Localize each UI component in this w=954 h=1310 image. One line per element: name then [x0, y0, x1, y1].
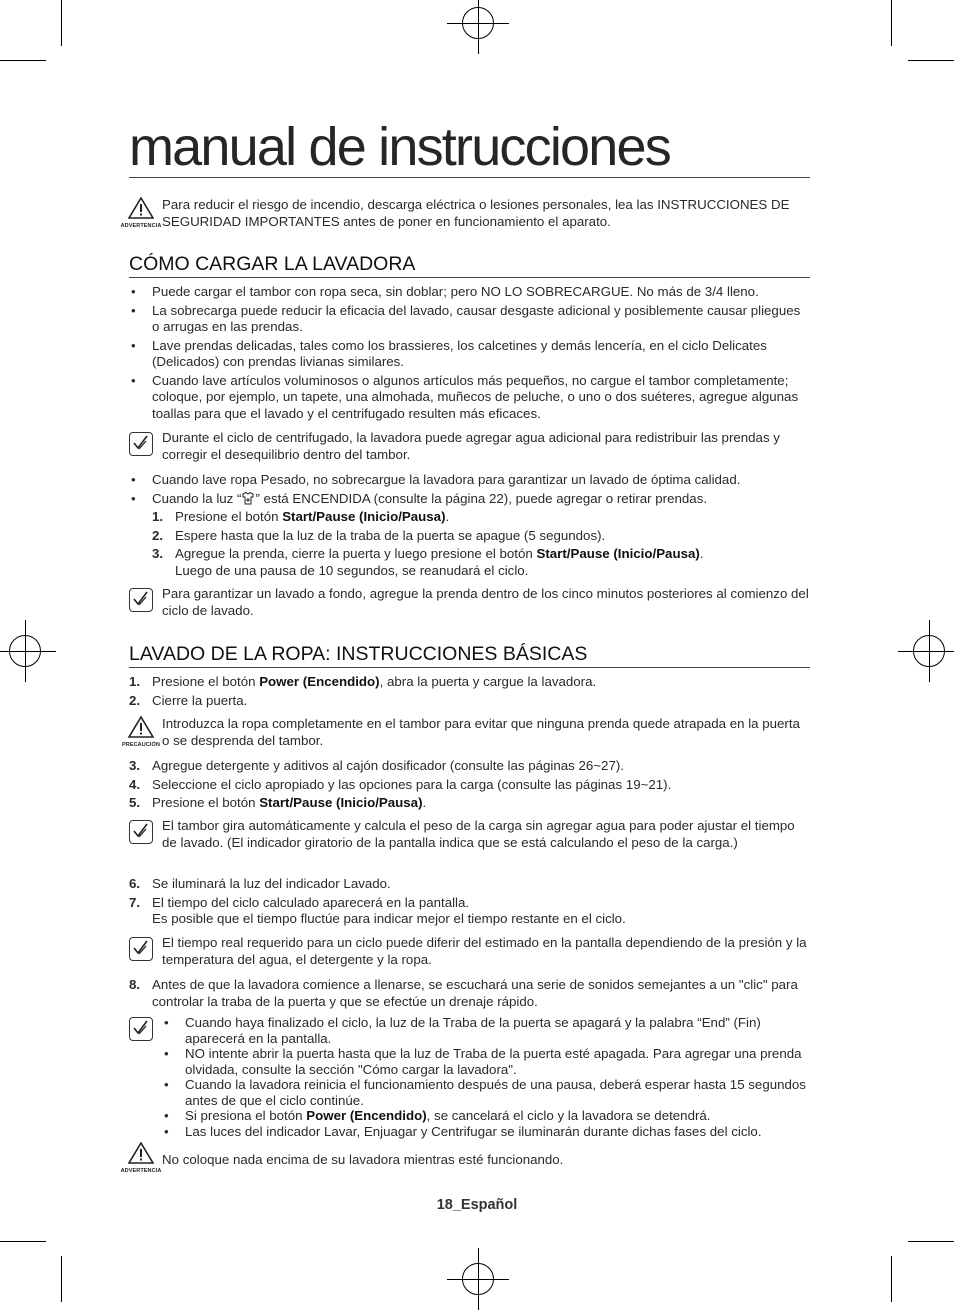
note-block [129, 586, 810, 619]
add-garment-icon [241, 492, 255, 505]
caution-text: Introduzca la ropa completamente en el tambor para evitar que ninguna prenda quede atrapada en la puerta o se desprenda del tambor. [162, 716, 800, 748]
section-heading-loading: CÓMO CARGAR LA LAVADORA [129, 252, 810, 278]
warning-notice [120, 197, 810, 230]
crop-mark [891, 1256, 892, 1302]
caution-icon [119, 716, 163, 754]
add-garment-steps [152, 509, 810, 579]
registration-mark [462, 1263, 494, 1295]
crop-mark [908, 60, 954, 61]
washing-steps-c [129, 876, 810, 930]
list-item: 4. Seleccione el ciclo apropiado y las opciones para la carga (consulte las páginas 19~21). [129, 776, 672, 792]
note-pencil-icon [129, 588, 153, 612]
list-item: • Lave prendas delicadas, tales como los brassieres, los calcetines y demás lencería, en el ciclo Delicates (Delicados) con prendas livianas similares. [131, 337, 767, 369]
note-bullets [162, 1015, 810, 1139]
crop-mark [908, 1241, 954, 1242]
crop-mark [0, 1241, 46, 1242]
note-list-wrap [162, 1015, 810, 1139]
list-item: 2. Cierre la puerta. [129, 692, 248, 708]
note-text: El tiempo real requerido para un ciclo puede diferir del estimado en la pantalla dependiendo de la presión y la temperatura del agua, el detergente y la ropa. [162, 935, 807, 967]
note-text: Para garantizar un lavado a fondo, agregue la prenda dentro de los cinco minutos posteriores al comienzo del ciclo de lavado. [162, 586, 809, 618]
list-item: 6. Se iluminará la luz del indicador Lavado. [129, 876, 391, 891]
note-pencil-icon [129, 1017, 153, 1041]
list-item: 3. Agregue detergente y aditivos al cajón dosificador (consulte las páginas 26~27). [129, 758, 624, 773]
warning-notice [120, 1148, 810, 1174]
list-item: • Cuando la luz “ ” está ENCENDIDA (consulte la página 22), puede agregar o retirar prendas. 1. Presione el botón Start/Pause (Inicio/Pausa). 2. Espere hasta que la luz de la traba de la puerta se apague (5 segundos). 3. Agregue la prenda, cierre la puerta y luego presione el botón Start/Pause (Inicio/Pausa). Luego de una pausa de 10 segundos, se reanudará el ciclo. [129, 491, 810, 580]
warning-label: ADVERTENCIA [120, 223, 162, 229]
crop-mark [61, 0, 62, 46]
list-item: • Cuando haya finalizado el ciclo, la luz de la Traba de la puerta se apagará y la palabra “End” (Fin) aparecerá en la pantalla. [164, 1015, 761, 1046]
list-item: • La sobrecarga puede reducir la eficacia del lavado, causar desgaste adicional y posiblemente causar pliegues o arrugas en las prendas. [131, 302, 801, 334]
washing-steps-a [129, 674, 810, 711]
loading-bullets [129, 284, 810, 424]
list-item: • Si presiona el botón Power (Encendido), se cancelará el ciclo y la lavadora se detendrá. [164, 1108, 711, 1123]
note-block [129, 818, 810, 851]
list-item: 1. Presione el botón Power (Encendido), abra la puerta y cargue la lavadora. [129, 674, 597, 689]
note-pencil-icon [129, 432, 153, 456]
list-item: 8. Antes de que la lavadora comience a llenarse, se escuchará una serie de sonidos semejantes a un "clic" para controlar la traba de la puerta y que se efectúe un drenaje rápido. [129, 977, 798, 1009]
crop-mark [0, 60, 46, 61]
warning-text: No coloque nada encima de su lavadora mientras esté funcionando. [162, 1152, 564, 1167]
page-title: manual de instrucciones [129, 117, 810, 178]
list-item: 3. Agregue la prenda, cierre la puerta y luego presione el botón Start/Pause (Inicio/Pausa). Luego de una pausa de 10 segundos, se reanudará el ciclo. [152, 546, 704, 578]
loading-bullets-2 [129, 472, 810, 581]
note-block [129, 430, 810, 463]
list-item: • Las luces del indicador Lavar, Enjuagar y Centrifugar se iluminarán durante dichas fases del ciclo. [164, 1123, 762, 1139]
washing-steps-d [129, 977, 810, 1012]
list-item: • Puede cargar el tambor con ropa seca, sin doblar; pero NO LO SOBRECARGUE. No más de 3/4 lleno. [131, 284, 759, 299]
list-item: • Cuando lave ropa Pesado, no sobrecargue la lavadora para garantizar un lavado de óptima calidad. [131, 472, 741, 487]
note-text: El tambor gira automáticamente y calcula el peso de la carga sin agregar agua para poder ajustar el tiempo de lavado. (El indicador giratorio de la pantalla indica que se está calculando el peso de la carga.) [162, 818, 795, 850]
list-item: • NO intente abrir la puerta hasta que la luz de Traba de la puerta esté apagada. Para agregar una prenda olvidada, consulte la sección "Cómo cargar la lavadora". [164, 1046, 802, 1077]
list-item: 5. Presione el botón Start/Pause (Inicio/Pausa). [129, 795, 427, 810]
warning-text: Para reducir el riesgo de incendio, descarga eléctrica o lesiones personales, lea las INSTRUCCIONES DE SEGURIDAD IMPORTANTES antes de poner en funcionamiento el aparato. [162, 197, 790, 229]
warning-icon [119, 197, 163, 235]
registration-mark [913, 635, 945, 667]
list-item: • Cuando lave artículos voluminosos o algunos artículos más pequeños, no cargue el tambor completamente; coloque, por ejemplo, un tapete, una almohada, muñecos de peluche, o uno o dos suéteres, agregue algunas toallas para que el lavado y el centrifugado resulten más eficaces. [131, 372, 799, 421]
warning-icon [119, 1142, 163, 1180]
crop-mark [891, 0, 892, 46]
page-number: 18_Español [436, 1197, 518, 1213]
section-heading-washing: LAVADO DE LA ROPA: INSTRUCCIONES BÁSICAS [129, 642, 810, 668]
note-pencil-icon [129, 937, 153, 961]
registration-mark [462, 7, 494, 39]
crop-mark [61, 1256, 62, 1302]
list-item: 7. El tiempo del ciclo calculado aparecerá en la pantalla. Es posible que el tiempo fluctúe para indicar mejor el tiempo restante en el ciclo. [129, 894, 626, 926]
note-block [129, 1015, 810, 1139]
caution-label: PRECAUCIÓN [122, 742, 160, 748]
warning-label: ADVERTENCIA [120, 1168, 162, 1174]
registration-mark [9, 635, 41, 667]
note-block [129, 935, 810, 968]
note-pencil-icon [129, 820, 153, 844]
list-item: • Cuando la lavadora reinicia el funcionamiento después de una pausa, deberá esperar hasta 15 segundos antes de que el ciclo continúe. [164, 1077, 806, 1108]
washing-steps-b [129, 758, 810, 814]
list-item: 2. Espere hasta que la luz de la traba de la puerta se apague (5 segundos). [152, 527, 606, 543]
list-item: 1. Presione el botón Start/Pause (Inicio/Pausa). [152, 509, 450, 524]
caution-notice [122, 716, 810, 749]
note-text: Durante el ciclo de centrifugado, la lavadora puede agregar agua adicional para redistribuir las prendas y corregir el desequilibrio dentro del tambor. [162, 430, 780, 462]
